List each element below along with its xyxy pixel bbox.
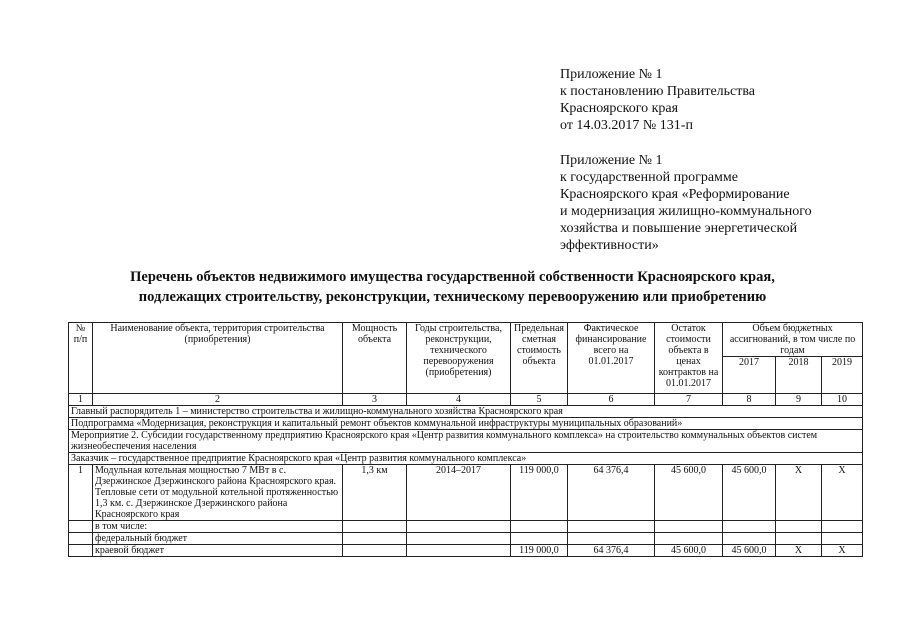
header-num: № п/п: [69, 323, 93, 394]
header-2017: 2017: [723, 357, 776, 394]
appendix-decree-block: [560, 66, 755, 134]
object-row: [69, 465, 863, 521]
title-line-2: подлежащих строительству, реконструкции, техническому перевооружению или приобретению: [138, 289, 767, 305]
column-number: 8: [723, 394, 776, 406]
header-actual: Фактическое финансирование всего на 01.01.2017: [568, 323, 655, 394]
header-2018: 2018: [776, 357, 822, 394]
header-budget: Объем бюджетных ассигнований, в том числе по годам: [723, 323, 863, 357]
object-years: 2014–2017: [407, 465, 511, 521]
appendix-line: хозяйства и повышение энергетической: [560, 221, 798, 236]
measure-row: Мероприятие 2. Субсидии государственному предприятию Красноярского края «Центр развития коммунального комплекса» на строительство коммунальных объектов систем жизнеобеспечения населения: [69, 430, 863, 453]
column-number: 5: [511, 394, 568, 406]
regional-remainder: 45 600,0: [655, 545, 723, 557]
header-years: Годы строительства, реконструкции, технического перевооружения (приобретения): [407, 323, 511, 394]
object-estimate: 119 000,0: [511, 465, 568, 521]
table-row: [69, 545, 863, 557]
object-actual: 64 376,4: [568, 465, 655, 521]
objects-table: [68, 322, 863, 557]
table-row: [69, 533, 863, 545]
object-2017: 45 600,0: [723, 465, 776, 521]
customer-row: Заказчик – государственное предприятие Красноярского края «Центр развития коммунального комплекса»: [69, 453, 863, 465]
object-num: 1: [69, 465, 93, 521]
document-title: [40, 267, 865, 307]
object-2019: Х: [822, 465, 863, 521]
column-number: 7: [655, 394, 723, 406]
column-number: 3: [343, 394, 407, 406]
column-number: 6: [568, 394, 655, 406]
table-row: [69, 418, 863, 430]
object-name: Модульная котельная мощностью 7 МВт в с. Дзержинское Дзержинского района Красноярского края. Тепловые сети от модульной котельной протяженностью 1,3 км. с. Дзержинское Дзержинского района Красноярского края: [93, 465, 343, 521]
regional-2017: 45 600,0: [723, 545, 776, 557]
appendix-line: от 14.03.2017 № 131-п: [560, 118, 693, 133]
header-name: Наименование объекта, территория строительства (приобретения): [93, 323, 343, 394]
column-number: 2: [93, 394, 343, 406]
column-number: 1: [69, 394, 93, 406]
object-2018: Х: [776, 465, 822, 521]
column-number: 4: [407, 394, 511, 406]
column-number: 9: [776, 394, 822, 406]
regional-2019: Х: [822, 545, 863, 557]
regional-2018: Х: [776, 545, 822, 557]
header-remainder: Остаток стоимости объекта в ценах контрактов на 01.01.2017: [655, 323, 723, 394]
appendix-program-block: [560, 152, 812, 254]
header-estimate: Предельная сметная стоимость объекта: [511, 323, 568, 394]
main-manager-row: Главный распорядитель 1 – министерство строительства и жилищно-коммунального хозяйства Красноярского края: [69, 406, 863, 418]
sub-label: в том числе:: [93, 521, 343, 533]
appendix-line: к государственной программе: [560, 170, 738, 185]
appendix-line: эффективности»: [560, 238, 659, 253]
appendix-line: Приложение № 1: [560, 67, 663, 82]
sub-label: федеральный бюджет: [93, 533, 343, 545]
appendix-line: и модернизация жилищно-коммунального: [560, 204, 812, 219]
appendix-line: Красноярского края: [560, 101, 679, 116]
column-numbers-row: [69, 394, 863, 406]
subprogram-row: Подпрограмма «Модернизация, реконструкция и капитальный ремонт объектов коммунальной инфраструктуры муниципальных образований»: [69, 418, 863, 430]
object-power: 1,3 км: [343, 465, 407, 521]
header-row: [69, 323, 863, 357]
table-row: [69, 430, 863, 453]
title-line-1: Перечень объектов недвижимого имущества государственной собственности Красноярского края,: [130, 269, 775, 285]
appendix-line: Красноярского края «Реформирование: [560, 187, 790, 202]
table-row: [69, 453, 863, 465]
sub-label: краевой бюджет: [93, 545, 343, 557]
column-number: 10: [822, 394, 863, 406]
table-row: [69, 521, 863, 533]
appendix-line: Приложение № 1: [560, 153, 663, 168]
header-2019: 2019: [822, 357, 863, 394]
table-row: [69, 406, 863, 418]
appendix-line: к постановлению Правительства: [560, 84, 756, 99]
header-power: Мощность объекта: [343, 323, 407, 394]
regional-estimate: 119 000,0: [511, 545, 568, 557]
object-remainder: 45 600,0: [655, 465, 723, 521]
regional-actual: 64 376,4: [568, 545, 655, 557]
